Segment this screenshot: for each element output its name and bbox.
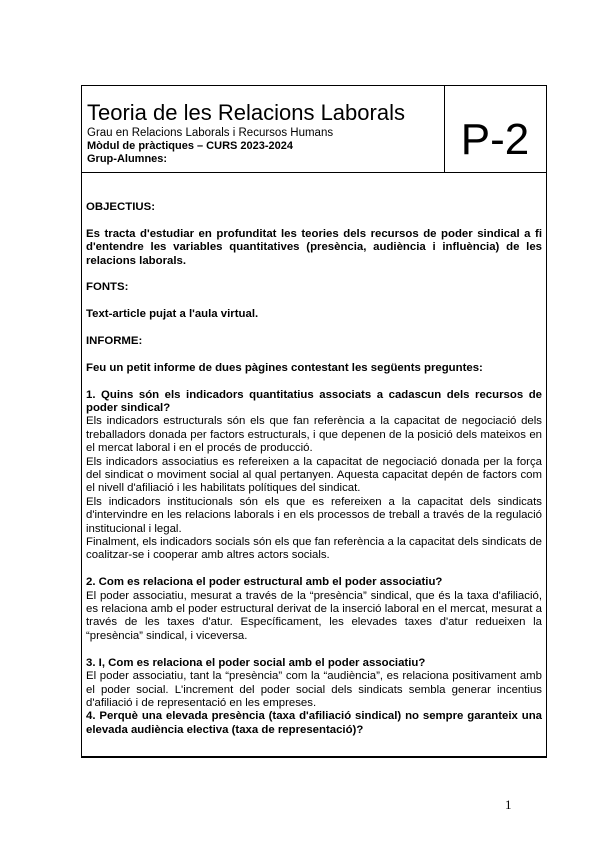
question-4: 4. Perquè una elevada presència (taxa d'afiliació sindical) no sempre garanteix una elevada audiència electiva (taxa de representació)?	[86, 710, 542, 736]
objectives-text: Es tracta d'estudiar en profunditat les teories dels recursos de poder sindical a fi d'entendre les variables quantitatives (presència, audiència i influència) de les relacions laborals.	[86, 227, 542, 267]
answer-1-paragraph: Els indicadors institucionals són els que es refereixen a la capacitat dels sindicats d'intervindre en les relacions laborals i en els processos de treball a través de la regulació institucional i legal.	[86, 495, 542, 535]
page-number: 1	[505, 797, 512, 812]
report-heading: INFORME:	[86, 335, 143, 347]
answer-1-paragraph: Els indicadors associatius es refereixen a la capacitat de negociació donada per la força del sindicat o moviment social al qual pertanyen. Aquesta capacitat depén de factors com el nivell d'afiliació i les habilitats polítiques del sindicat.	[86, 455, 542, 495]
group-label: Grup-Alumnes:	[87, 153, 168, 165]
answer-2: El poder associatiu, mesurat a través de la “presència” sindical, que és la taxa d'afiliació, es relaciona amb el poder estructural derivat de la inserció laboral en el mercat, mesurat a través de les taxes d'atur. Específicament, les elevades taxes d'atur redueixen la “presència” sindical, i viceversa.	[86, 589, 542, 642]
practice-code: P-2	[460, 115, 530, 164]
practice-code-cell	[444, 86, 546, 172]
answer-1-paragraph: Finalment, els indicadors socials són els que fan referència a la capacitat dels sindicats de coalitzar-se i cooperar amb altres actors socials.	[86, 536, 542, 562]
course-label: Mòdul de pràctiques – CURS 2023-2024	[87, 140, 294, 152]
question-1: 1. Quins són els indicadors quantitatius associats a cadascun dels recursos de poder sindical?	[86, 388, 542, 414]
report-intro: Feu un petit informe de dues pàgines contestant les següents preguntes:	[86, 361, 483, 374]
sources-heading: FONTS:	[86, 281, 129, 294]
content-box	[81, 172, 547, 758]
question-2: 2. Com es relaciona el poder estructural amb el poder associatiu?	[86, 576, 443, 589]
degree-subtitle: Grau en Relacions Laborals i Recursos Humans	[87, 127, 334, 139]
document-title: Teoria de les Relacions Laborals	[87, 100, 405, 125]
sources-text: Text-article pujat a l'aula virtual.	[86, 308, 259, 321]
header-info	[82, 86, 445, 172]
answer-3: El poder associatiu, tant la “presència” com la “audiència”, es relaciona positivament amb el poder social. L'increment del poder social dels sindicats sembla generar incentius d'afiliació i de representació en les empreses.	[86, 670, 542, 709]
header-box	[81, 85, 547, 173]
content	[86, 201, 542, 737]
answer-1-paragraph: Els indicadors estructurals són els que fan referència a la capacitat de negociació dels treballadors donada per factors estructurals, i que depenen de la posició dels mateixos en el mercat laboral i en el procés de producció.	[86, 415, 542, 455]
question-3: 3. I, Com es relaciona el poder social amb el poder associatiu?	[86, 656, 426, 669]
objectives-heading: OBJECTIUS:	[86, 201, 155, 213]
